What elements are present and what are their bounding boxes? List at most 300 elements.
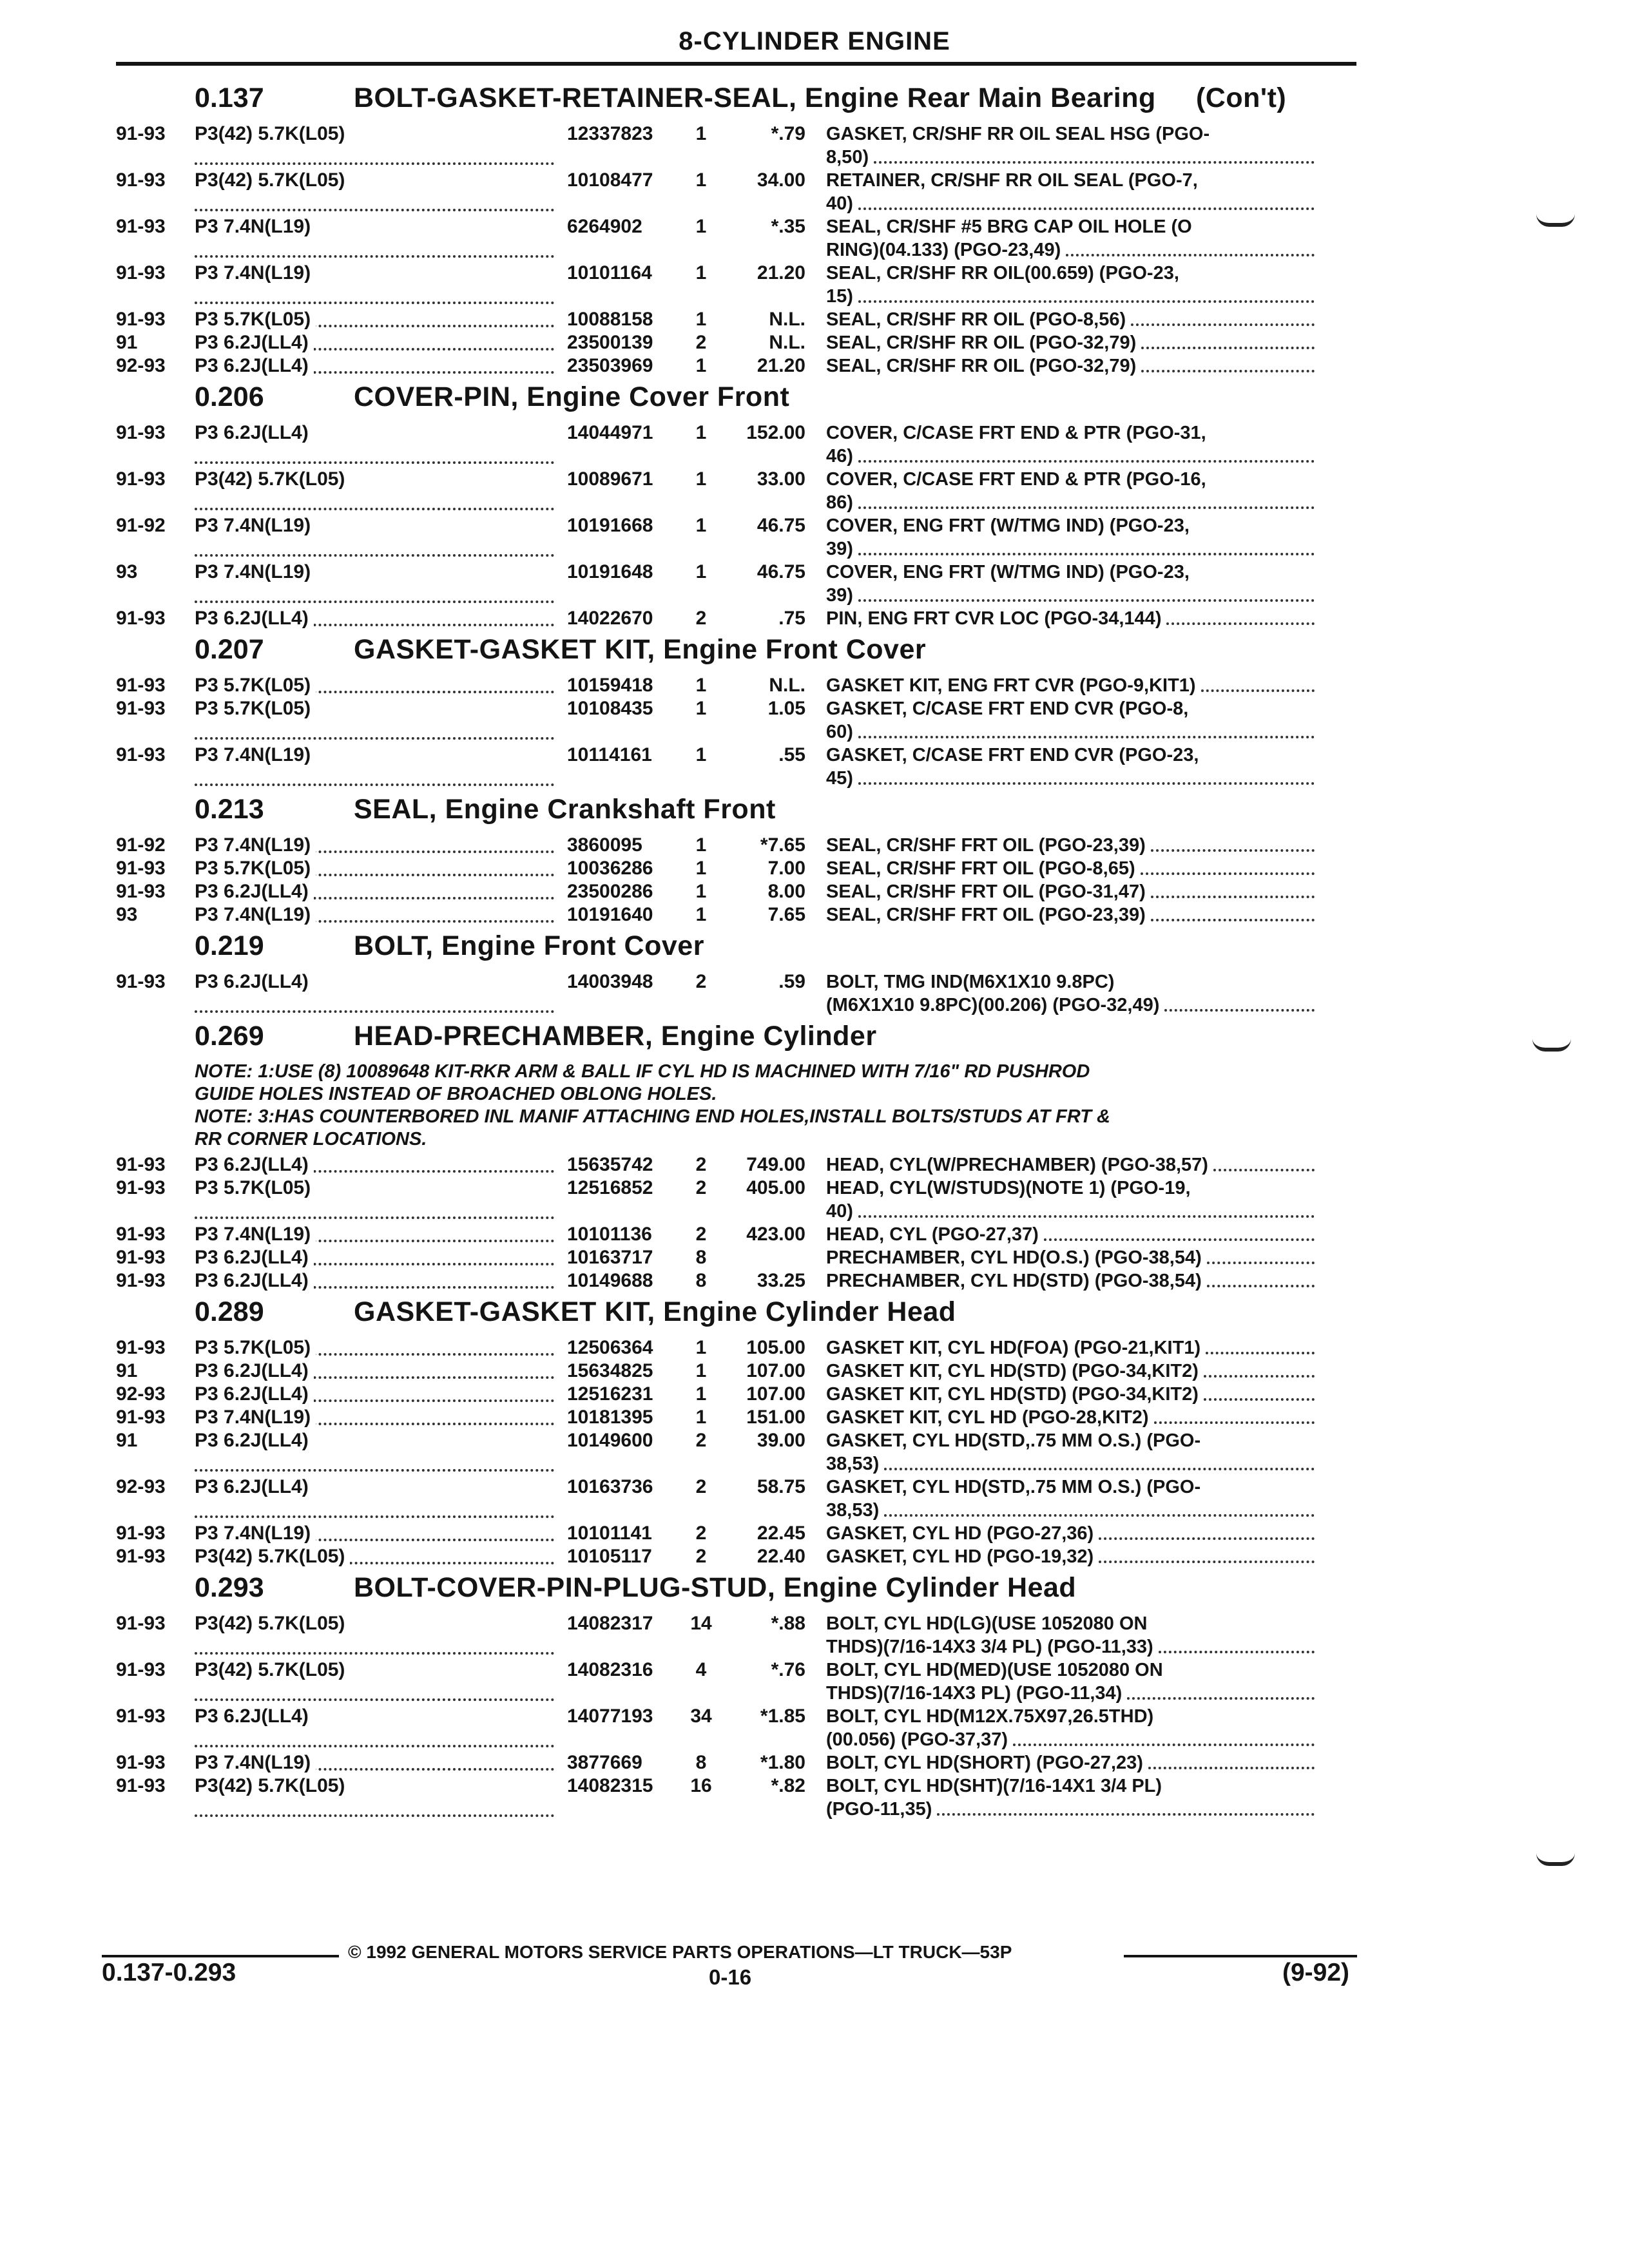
model-year: 91-93: [116, 1177, 166, 1198]
part-row: [116, 1658, 1360, 1705]
description-line: [826, 697, 1316, 720]
description-text: THDS)(7/16-14X3 3/4 PL) (PGO-11,33): [826, 1637, 1153, 1657]
part-row: [116, 1705, 1360, 1751]
part-description: [826, 169, 1316, 215]
price: 423.00: [746, 1224, 805, 1245]
model-year: 91: [116, 1430, 138, 1451]
quantity: 8: [695, 1247, 707, 1268]
description-text: SEAL, CR/SHF FRT OIL (PGO-23,39): [826, 835, 1146, 856]
part-number: 12337823: [567, 123, 653, 144]
price: 46.75: [757, 515, 805, 536]
part-row: [116, 169, 1360, 215]
quantity: 14: [690, 1613, 712, 1634]
part-row: [116, 354, 1360, 378]
quantity: 1: [695, 858, 707, 879]
footer-page-number: 0-16: [709, 1965, 752, 1989]
model-year: 91-93: [116, 1270, 166, 1291]
model-year: 91-93: [116, 698, 166, 719]
model-code-text: P3 7.4N(L19): [195, 515, 316, 536]
price: N.L.: [769, 675, 805, 696]
model-code-text: P3 6.2J(LL4): [195, 881, 314, 902]
note-line: NOTE: 1:USE (8) 10089648 KIT-RKR ARM & BALL IF CYL HD IS MACHINED WITH 7/16" RD PUSHROD: [195, 1061, 1090, 1082]
price: 21.20: [757, 355, 805, 376]
part-description: [826, 1336, 1316, 1360]
part-number: 15635742: [567, 1154, 653, 1175]
price: 7.65: [767, 904, 805, 925]
price: *.76: [771, 1659, 805, 1680]
part-row: [116, 122, 1360, 169]
description-text: COVER, ENG FRT (W/TMG IND) (PGO-23,: [826, 515, 1190, 536]
part-description: [826, 1612, 1316, 1658]
description-text: PRECHAMBER, CYL HD(STD) (PGO-38,54): [826, 1271, 1202, 1291]
footer-range: 0.137-0.293: [102, 1959, 236, 1986]
part-row: [116, 468, 1360, 514]
description-text: RETAINER, CR/SHF RR OIL SEAL (PGO-7,: [826, 170, 1198, 191]
description-text: HEAD, CYL(W/PRECHAMBER) (PGO-38,57): [826, 1155, 1208, 1175]
model-code-text: P3 6.2J(LL4): [195, 1154, 314, 1175]
model-code: [195, 331, 564, 354]
dot-leader: [1066, 238, 1315, 256]
model-code: [195, 1705, 564, 1751]
quantity: 1: [695, 1383, 707, 1405]
model-code: [195, 421, 564, 468]
part-row: [116, 514, 1360, 561]
description-text: 46): [826, 446, 853, 466]
model-code-text: P3 5.7K(L05): [195, 1337, 316, 1358]
model-year: 91-93: [116, 309, 166, 330]
description-line: [826, 1269, 1316, 1293]
model-code: [195, 1383, 564, 1406]
description-line: [826, 192, 1316, 215]
description-line: [826, 584, 1316, 607]
price: 39.00: [757, 1430, 805, 1451]
section-title: BOLT, Engine Front Cover: [354, 930, 704, 961]
dot-leader: [884, 1452, 1315, 1470]
part-description: [826, 215, 1316, 262]
section-heading: [116, 794, 1360, 834]
part-description: [826, 1177, 1316, 1223]
model-year: 91-93: [116, 422, 166, 443]
part-number: 10191668: [567, 515, 653, 536]
description-line: [826, 1522, 1316, 1545]
model-code-text: P3(42) 5.7K(L05): [195, 123, 350, 144]
section-title: COVER-PIN, Engine Cover Front: [354, 381, 790, 412]
quantity: 1: [695, 698, 707, 719]
price: 749.00: [746, 1154, 805, 1175]
model-code-text: P3 5.7K(L05): [195, 698, 316, 719]
dot-leader: [1099, 1545, 1315, 1563]
section-notes: [116, 1061, 1342, 1151]
page-title: 8-CYLINDER ENGINE: [679, 27, 950, 55]
catalog-section: [116, 381, 1360, 630]
description-text: GASKET, C/CASE FRT END CVR (PGO-23,: [826, 745, 1199, 765]
model-code-text: P3 7.4N(L19): [195, 834, 316, 856]
price: 22.40: [757, 1546, 805, 1567]
description-line: [826, 744, 1316, 767]
section-number: 0.293: [195, 1572, 264, 1603]
binder-mark: [1536, 214, 1575, 227]
quantity: 1: [695, 422, 707, 443]
part-row: [116, 744, 1360, 790]
dot-leader: [858, 584, 1315, 602]
part-number: 14082317: [567, 1613, 653, 1634]
part-description: [826, 1475, 1316, 1522]
dot-leader: [1154, 1406, 1315, 1424]
model-code-text: P3 7.4N(L19): [195, 262, 316, 284]
quantity: 1: [695, 675, 707, 696]
dot-leader: [195, 554, 554, 557]
description-line: [826, 834, 1316, 857]
price: 8.00: [767, 881, 805, 902]
model-code-text: P3 6.2J(LL4): [195, 971, 314, 992]
section-number: 0.207: [195, 634, 264, 665]
part-number: 10163717: [567, 1247, 653, 1268]
model-code-text: P3 7.4N(L19): [195, 1407, 316, 1428]
model-code: [195, 215, 564, 262]
price: 405.00: [746, 1177, 805, 1198]
description-text: RING)(04.133) (PGO-23,49): [826, 240, 1061, 260]
description-text: GASKET KIT, CYL HD(FOA) (PGO-21,KIT1): [826, 1338, 1201, 1358]
description-text: GASKET, CYL HD (PGO-27,36): [826, 1523, 1094, 1544]
part-description: [826, 857, 1316, 880]
section-title: SEAL, Engine Crankshaft Front: [354, 794, 776, 825]
footer-rule-right: [1124, 1955, 1357, 1957]
part-description: [826, 744, 1316, 790]
part-number: 14022670: [567, 608, 653, 629]
part-number: 10088158: [567, 309, 653, 330]
price: 34.00: [757, 169, 805, 191]
model-year: 92-93: [116, 1476, 166, 1497]
part-row: [116, 607, 1360, 630]
model-code-text: P3 6.2J(LL4): [195, 1360, 314, 1381]
model-year: 91-93: [116, 858, 166, 879]
description-text: GASKET, CYL HD(STD,.75 MM O.S.) (PGO-: [826, 1477, 1201, 1497]
description-line: [826, 262, 1316, 285]
description-text: BOLT, CYL HD(SHT)(7/16-14X1 3/4 PL): [826, 1776, 1162, 1796]
description-text: GASKET, CYL HD(STD,.75 MM O.S.) (PGO-: [826, 1430, 1201, 1451]
part-description: [826, 1751, 1316, 1774]
dot-leader: [195, 255, 554, 258]
part-description: [826, 308, 1316, 331]
model-code: [195, 262, 564, 308]
part-row: [116, 1177, 1360, 1223]
model-code: [195, 514, 564, 561]
model-code: [195, 1429, 564, 1475]
description-text: BOLT, CYL HD(M12X.75X97,26.5THD): [826, 1706, 1154, 1727]
description-line: [826, 994, 1316, 1017]
description-line: [826, 308, 1316, 331]
dot-leader: [1213, 1153, 1315, 1171]
part-number: 14044971: [567, 422, 653, 443]
description-line: [826, 1336, 1316, 1360]
part-description: [826, 421, 1316, 468]
dot-leader: [1166, 607, 1315, 625]
description-line: [826, 1705, 1316, 1728]
price: .59: [778, 971, 805, 992]
note-line: GUIDE HOLES INSTEAD OF BROACHED OBLONG HOLES.: [195, 1084, 717, 1104]
description-text: SEAL, CR/SHF RR OIL(00.659) (PGO-23,: [826, 263, 1179, 284]
description-text: BOLT, TMG IND(M6X1X10 9.8PC): [826, 972, 1115, 992]
section-title: BOLT-COVER-PIN-PLUG-STUD, Engine Cylinder Head: [354, 1572, 1077, 1603]
model-year: 91-93: [116, 1224, 166, 1245]
part-number: 10101141: [567, 1523, 652, 1544]
part-row: [116, 970, 1360, 1017]
model-year: 91-93: [116, 1752, 166, 1773]
model-code-text: P3 7.4N(L19): [195, 561, 316, 582]
model-code: [195, 122, 564, 169]
part-row: [116, 1360, 1360, 1383]
price: *.35: [771, 216, 805, 237]
model-year: 91-93: [116, 1546, 166, 1567]
catalog-section: [116, 1296, 1360, 1568]
model-code: [195, 561, 564, 607]
quantity: 2: [695, 1430, 707, 1451]
model-code-text: P3 7.4N(L19): [195, 1523, 316, 1544]
part-description: [826, 1383, 1316, 1406]
quantity: 8: [695, 1752, 707, 1773]
part-number: 14082315: [567, 1775, 653, 1796]
dot-leader: [884, 1499, 1315, 1517]
description-line: [826, 561, 1316, 584]
description-text: (M6X1X10 9.8PC)(00.206) (PGO-32,49): [826, 995, 1160, 1015]
model-code-text: P3(42) 5.7K(L05): [195, 1546, 350, 1567]
model-year: 91-93: [116, 1154, 166, 1175]
price: 152.00: [746, 422, 805, 443]
dot-leader: [195, 1698, 554, 1701]
dot-leader: [1148, 1751, 1315, 1769]
quantity: 4: [695, 1659, 707, 1680]
description-text: 38,53): [826, 1454, 880, 1474]
model-year: 91-93: [116, 744, 166, 765]
price: 21.20: [757, 262, 805, 284]
dot-leader: [1207, 1246, 1315, 1264]
part-row: [116, 903, 1360, 927]
model-year: 91-93: [116, 1775, 166, 1796]
section-title: BOLT-GASKET-RETAINER-SEAL, Engine Rear Main Bearing (Con't): [354, 82, 1287, 113]
model-code-text: P3 6.2J(LL4): [195, 332, 314, 353]
footer-date: (9-92): [1282, 1959, 1350, 1986]
catalog-section: [116, 634, 1360, 790]
description-text: PIN, ENG FRT CVR LOC (PGO-34,144): [826, 608, 1162, 629]
dot-leader: [195, 1745, 554, 1747]
catalog-section: [116, 930, 1360, 1017]
description-line: [826, 1429, 1316, 1452]
description-text: HEAD, CYL (PGO-27,37): [826, 1224, 1039, 1245]
description-line: [826, 1682, 1316, 1705]
model-code-text: P3 5.7K(L05): [195, 1177, 316, 1198]
model-code-text: P3 6.2J(LL4): [195, 422, 314, 443]
part-description: [826, 331, 1316, 354]
description-line: [826, 146, 1316, 169]
model-code-text: P3(42) 5.7K(L05): [195, 468, 350, 490]
price: *1.80: [760, 1752, 805, 1773]
part-row: [116, 697, 1360, 744]
quantity: 34: [690, 1706, 712, 1727]
part-number: 23500139: [567, 332, 653, 353]
description-text: GASKET, CR/SHF RR OIL SEAL HSG (PGO-: [826, 124, 1210, 144]
part-row: [116, 857, 1360, 880]
model-year: 91-92: [116, 515, 166, 536]
model-code-text: P3 5.7K(L05): [195, 858, 316, 879]
model-year: 91-93: [116, 1613, 166, 1634]
model-year: 91: [116, 332, 138, 353]
description-text: HEAD, CYL(W/STUDS)(NOTE 1) (PGO-19,: [826, 1178, 1191, 1198]
part-number: 3877669: [567, 1752, 642, 1773]
part-row: [116, 1269, 1360, 1293]
part-row: [116, 262, 1360, 308]
part-description: [826, 1406, 1316, 1429]
model-code-text: P3 7.4N(L19): [195, 216, 316, 237]
dot-leader: [858, 1200, 1315, 1218]
part-number: 10108477: [567, 169, 653, 191]
part-number: 10108435: [567, 698, 653, 719]
model-year: 92-93: [116, 355, 166, 376]
part-row: [116, 1612, 1360, 1658]
model-code: [195, 308, 564, 331]
section-heading: [116, 930, 1360, 970]
quantity: 1: [695, 468, 707, 490]
model-code: [195, 1153, 564, 1177]
catalog-section: [116, 1572, 1360, 1821]
part-description: [826, 1360, 1316, 1383]
part-row: [116, 1406, 1360, 1429]
part-number: 10114161: [567, 744, 652, 765]
model-code-text: P3 5.7K(L05): [195, 675, 316, 696]
dot-leader: [858, 767, 1315, 785]
description-text: SEAL, CR/SHF FRT OIL (PGO-23,39): [826, 905, 1146, 925]
description-line: [826, 1658, 1316, 1682]
dot-leader: [195, 1814, 554, 1817]
dot-leader: [1151, 880, 1315, 898]
part-row: [116, 1429, 1360, 1475]
price: .75: [778, 608, 805, 629]
part-description: [826, 1269, 1316, 1293]
description-text: GASKET KIT, CYL HD(STD) (PGO-34,KIT2): [826, 1384, 1199, 1405]
part-description: [826, 1545, 1316, 1568]
dot-leader: [195, 783, 554, 786]
dot-leader: [858, 285, 1315, 303]
quantity: 16: [690, 1775, 712, 1796]
price: *7.65: [760, 834, 805, 856]
model-code-text: P3 6.2J(LL4): [195, 608, 314, 629]
model-code: [195, 1658, 564, 1705]
part-number: 10101164: [567, 262, 652, 284]
description-line: [826, 903, 1316, 927]
description-text: GASKET KIT, CYL HD (PGO-28,KIT2): [826, 1407, 1149, 1428]
description-text: 40): [826, 1201, 853, 1222]
dot-leader: [858, 720, 1315, 738]
model-code: [195, 674, 564, 697]
description-line: [826, 1406, 1316, 1429]
part-description: [826, 1246, 1316, 1269]
description-line: [826, 445, 1316, 468]
price: 105.00: [746, 1337, 805, 1358]
part-row: [116, 308, 1360, 331]
model-code: [195, 1774, 564, 1821]
model-year: 91-93: [116, 881, 166, 902]
description-line: [826, 1499, 1316, 1522]
part-row: [116, 880, 1360, 903]
model-code-text: P3 6.2J(LL4): [195, 1247, 314, 1268]
quantity: 1: [695, 169, 707, 191]
quantity: 1: [695, 309, 707, 330]
dot-leader: [1131, 308, 1315, 326]
part-number: 10163736: [567, 1476, 653, 1497]
part-row: [116, 1545, 1360, 1568]
part-number: 12516231: [567, 1383, 653, 1405]
model-code-text: P3 7.4N(L19): [195, 744, 316, 765]
dot-leader: [195, 601, 554, 603]
quantity: 2: [695, 608, 707, 629]
dot-leader: [1141, 354, 1315, 372]
model-code: [195, 1223, 564, 1246]
binder-mark: [1532, 1039, 1571, 1052]
description-line: [826, 354, 1316, 378]
part-number: 10149688: [567, 1270, 653, 1291]
part-description: [826, 514, 1316, 561]
model-code: [195, 1406, 564, 1429]
quantity: 1: [695, 1407, 707, 1428]
model-year: 91-93: [116, 608, 166, 629]
dot-leader: [1201, 674, 1315, 692]
model-code: [195, 1336, 564, 1360]
dot-leader: [1141, 857, 1315, 875]
footer-rule-left: [102, 1955, 339, 1957]
catalog-section: [116, 1021, 1360, 1293]
part-number: 14003948: [567, 971, 653, 992]
quantity: 1: [695, 216, 707, 237]
model-code: [195, 1360, 564, 1383]
part-description: [826, 834, 1316, 857]
model-code: [195, 607, 564, 630]
description-text: SEAL, CR/SHF RR OIL (PGO-32,79): [826, 356, 1137, 376]
price: *.82: [771, 1775, 805, 1796]
dot-leader: [937, 1798, 1315, 1816]
description-line: [826, 1246, 1316, 1269]
section-heading: [116, 634, 1360, 674]
price: *1.85: [760, 1706, 805, 1727]
part-description: [826, 903, 1316, 927]
part-row: [116, 1522, 1360, 1545]
description-line: [826, 514, 1316, 537]
description-text: SEAL, CR/SHF RR OIL (PGO-8,56): [826, 309, 1126, 330]
description-line: [826, 1728, 1316, 1751]
dot-leader: [195, 1010, 554, 1013]
model-code-text: P3(42) 5.7K(L05): [195, 169, 350, 191]
section-number: 0.137: [195, 82, 264, 113]
dot-leader: [1206, 1336, 1315, 1354]
model-year: 91-93: [116, 123, 166, 144]
model-year: 91-93: [116, 262, 166, 284]
description-line: [826, 880, 1316, 903]
part-description: [826, 697, 1316, 744]
price: 107.00: [746, 1360, 805, 1381]
part-row: [116, 1383, 1360, 1406]
footer-copyright: © 1992 GENERAL MOTORS SERVICE PARTS OPERATIONS—LT TRUCK—53P: [348, 1942, 1012, 1962]
description-line: [826, 1452, 1316, 1475]
model-code-text: P3 6.2J(LL4): [195, 1383, 314, 1405]
description-text: 39): [826, 585, 853, 606]
section-number: 0.206: [195, 381, 264, 412]
model-code: [195, 834, 564, 857]
part-number: 15634825: [567, 1360, 653, 1381]
part-number: 10191640: [567, 904, 653, 925]
part-number: 10089671: [567, 468, 653, 490]
quantity: 1: [695, 262, 707, 284]
quantity: 2: [695, 1523, 707, 1544]
quantity: 1: [695, 744, 707, 765]
dot-leader: [1207, 1269, 1315, 1287]
